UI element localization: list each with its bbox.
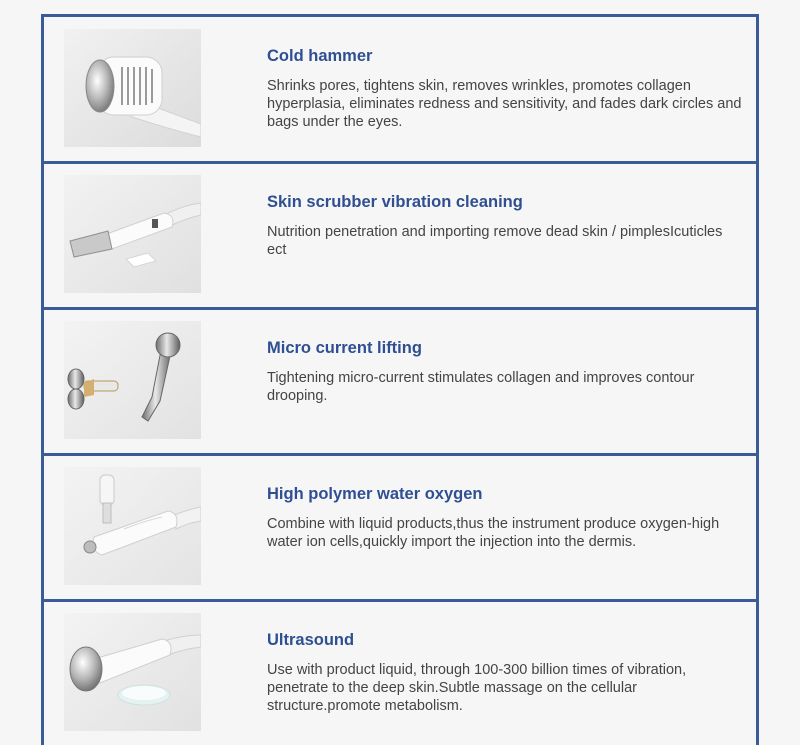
feature-title: Cold hammer <box>267 47 373 65</box>
ultrasound-device-image <box>64 613 201 731</box>
feature-row-skin-scrubber <box>44 163 756 307</box>
feature-title: Ultrasound <box>267 631 355 649</box>
feature-description: Tightening micro-current stimulates collagen and improves contour drooping. <box>267 370 695 404</box>
feature-table <box>41 14 759 745</box>
micro-current-roller-image <box>64 321 201 439</box>
skin-scrubber-device-image <box>64 175 201 293</box>
feature-row-water-oxygen <box>44 455 756 599</box>
feature-row-cold-hammer <box>44 17 756 161</box>
water-oxygen-sprayer-image <box>64 467 201 585</box>
cold-hammer-device-image <box>64 29 201 147</box>
feature-title: High polymer water oxygen <box>267 485 483 503</box>
feature-description: Nutrition penetration and importing remove dead skin / pimplesIcuticles ect <box>267 224 723 258</box>
feature-row-ultrasound <box>44 601 756 745</box>
feature-description: Shrinks pores, tightens skin, removes wrinkles, promotes collagen hyperplasia, eliminates redness and sensitivity, and fades dark circles and bags under the eyes. <box>267 78 742 130</box>
feature-title: Skin scrubber vibration cleaning <box>267 193 523 211</box>
feature-description: Combine with liquid products,thus the instrument produce oxygen-high water ion cells,quickly import the injection into the dermis. <box>267 516 720 550</box>
feature-description: Use with product liquid, through 100-300 billion times of vibration, penetrate to the deep skin.Subtle massage on the cellular structure.promote metabolism. <box>267 662 687 714</box>
feature-title: Micro current lifting <box>267 339 422 357</box>
feature-row-micro-current <box>44 309 756 453</box>
